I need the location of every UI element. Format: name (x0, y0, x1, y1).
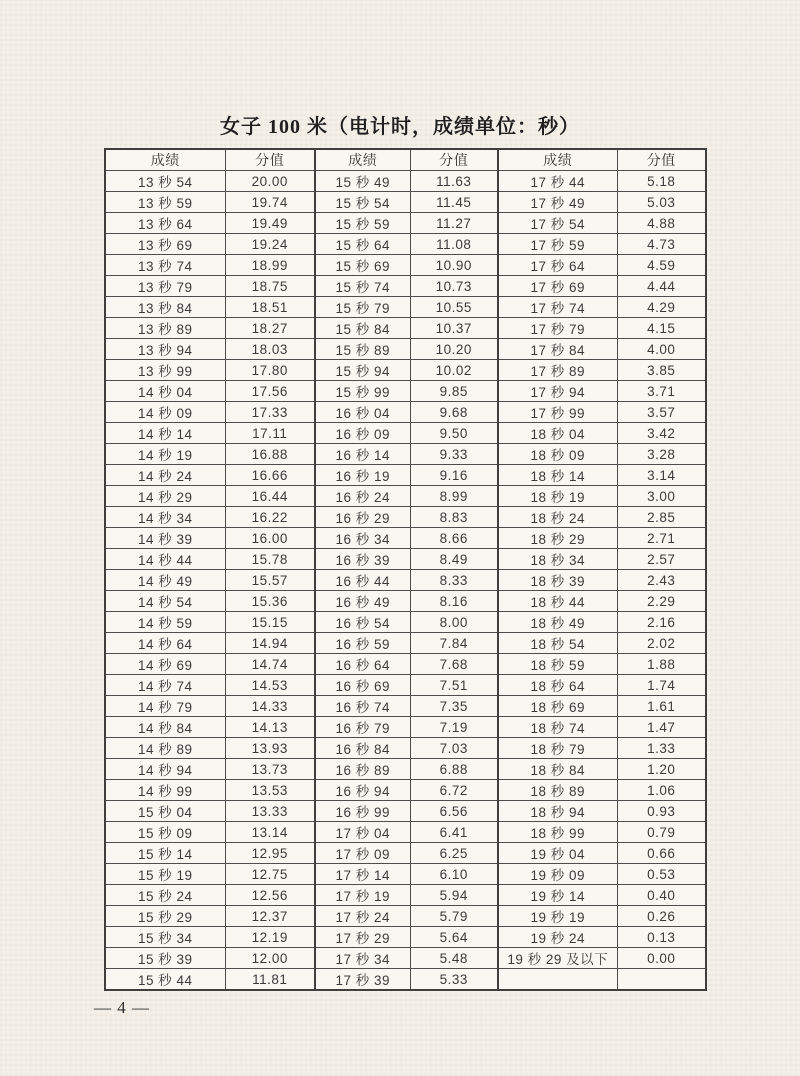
table-row (105, 801, 706, 822)
score-cell: 17 秒 04 (315, 822, 410, 843)
score-cell: 15 秒 79 (315, 297, 410, 318)
points-cell: 5.48 (410, 948, 498, 969)
score-cell: 19 秒 04 (498, 843, 617, 864)
points-cell (617, 969, 706, 991)
points-cell: 4.88 (617, 213, 706, 234)
score-cell: 19 秒 14 (498, 885, 617, 906)
points-cell: 4.59 (617, 255, 706, 276)
points-cell: 2.57 (617, 549, 706, 570)
table-row (105, 885, 706, 906)
points-cell: 17.80 (225, 360, 315, 381)
table-row (105, 444, 706, 465)
points-cell: 13.14 (225, 822, 315, 843)
score-cell: 19 秒 24 (498, 927, 617, 948)
points-cell: 4.44 (617, 276, 706, 297)
points-cell: 7.03 (410, 738, 498, 759)
score-cell: 18 秒 99 (498, 822, 617, 843)
points-cell: 12.37 (225, 906, 315, 927)
score-cell: 15 秒 89 (315, 339, 410, 360)
points-cell: 12.19 (225, 927, 315, 948)
score-cell: 13 秒 74 (105, 255, 225, 276)
points-cell: 0.40 (617, 885, 706, 906)
points-cell: 8.83 (410, 507, 498, 528)
score-cell: 15 秒 14 (105, 843, 225, 864)
score-cell: 17 秒 29 (315, 927, 410, 948)
points-cell: 7.68 (410, 654, 498, 675)
score-cell: 16 秒 24 (315, 486, 410, 507)
score-cell: 17 秒 24 (315, 906, 410, 927)
points-cell: 12.00 (225, 948, 315, 969)
score-cell: 13 秒 69 (105, 234, 225, 255)
score-cell: 15 秒 64 (315, 234, 410, 255)
score-cell: 15 秒 44 (105, 969, 225, 991)
points-cell: 9.33 (410, 444, 498, 465)
score-cell: 18 秒 94 (498, 801, 617, 822)
points-cell: 5.94 (410, 885, 498, 906)
points-cell: 9.85 (410, 381, 498, 402)
points-cell: 9.50 (410, 423, 498, 444)
table-row (105, 171, 706, 192)
score-cell: 14 秒 59 (105, 612, 225, 633)
points-cell: 16.88 (225, 444, 315, 465)
points-cell: 1.74 (617, 675, 706, 696)
table-row (105, 780, 706, 801)
table-row (105, 255, 706, 276)
table-row (105, 423, 706, 444)
points-cell: 18.99 (225, 255, 315, 276)
points-cell: 16.22 (225, 507, 315, 528)
points-cell: 3.14 (617, 465, 706, 486)
score-cell: 16 秒 94 (315, 780, 410, 801)
points-cell: 0.93 (617, 801, 706, 822)
score-cell: 18 秒 34 (498, 549, 617, 570)
points-cell: 13.93 (225, 738, 315, 759)
score-cell: 17 秒 34 (315, 948, 410, 969)
points-cell: 3.00 (617, 486, 706, 507)
points-cell: 0.13 (617, 927, 706, 948)
table-row (105, 465, 706, 486)
points-cell: 4.00 (617, 339, 706, 360)
score-cell: 16 秒 69 (315, 675, 410, 696)
points-cell: 10.73 (410, 276, 498, 297)
score-cell: 15 秒 19 (105, 864, 225, 885)
points-cell: 13.53 (225, 780, 315, 801)
table-row (105, 549, 706, 570)
points-cell: 6.41 (410, 822, 498, 843)
points-cell: 8.16 (410, 591, 498, 612)
points-cell: 1.20 (617, 759, 706, 780)
table-row (105, 192, 706, 213)
score-cell: 14 秒 74 (105, 675, 225, 696)
table-row (105, 864, 706, 885)
points-cell: 18.27 (225, 318, 315, 339)
points-cell: 18.75 (225, 276, 315, 297)
points-cell: 12.56 (225, 885, 315, 906)
score-cell: 15 秒 49 (315, 171, 410, 192)
score-cell: 15 秒 69 (315, 255, 410, 276)
score-cell: 18 秒 39 (498, 570, 617, 591)
points-cell: 7.84 (410, 633, 498, 654)
score-cell: 13 秒 59 (105, 192, 225, 213)
score-cell: 18 秒 49 (498, 612, 617, 633)
table-row (105, 675, 706, 696)
points-cell: 15.78 (225, 549, 315, 570)
table-row (105, 213, 706, 234)
score-cell: 15 秒 84 (315, 318, 410, 339)
points-cell: 2.85 (617, 507, 706, 528)
points-cell: 15.36 (225, 591, 315, 612)
column-header-score: 成绩 (315, 149, 410, 171)
score-cell: 17 秒 49 (498, 192, 617, 213)
points-cell: 11.45 (410, 192, 498, 213)
score-cell: 17 秒 44 (498, 171, 617, 192)
table-row (105, 297, 706, 318)
score-cell: 16 秒 74 (315, 696, 410, 717)
table-row (105, 654, 706, 675)
score-cell: 16 秒 99 (315, 801, 410, 822)
points-cell: 3.71 (617, 381, 706, 402)
points-cell: 10.55 (410, 297, 498, 318)
table-row (105, 591, 706, 612)
points-cell: 0.53 (617, 864, 706, 885)
points-cell: 16.66 (225, 465, 315, 486)
table-row (105, 234, 706, 255)
points-cell: 14.74 (225, 654, 315, 675)
table-row (105, 738, 706, 759)
score-cell: 18 秒 04 (498, 423, 617, 444)
score-cell: 14 秒 49 (105, 570, 225, 591)
points-cell: 2.02 (617, 633, 706, 654)
points-cell: 15.15 (225, 612, 315, 633)
score-cell: 17 秒 79 (498, 318, 617, 339)
points-cell: 8.99 (410, 486, 498, 507)
score-cell: 18 秒 29 (498, 528, 617, 549)
score-cell: 17 秒 64 (498, 255, 617, 276)
column-header-points: 分值 (410, 149, 498, 171)
score-cell: 14 秒 39 (105, 528, 225, 549)
points-cell: 7.51 (410, 675, 498, 696)
score-cell: 15 秒 24 (105, 885, 225, 906)
score-cell: 13 秒 89 (105, 318, 225, 339)
points-cell: 2.43 (617, 570, 706, 591)
points-cell: 18.03 (225, 339, 315, 360)
score-cell: 15 秒 34 (105, 927, 225, 948)
points-cell: 5.79 (410, 906, 498, 927)
score-cell: 14 秒 34 (105, 507, 225, 528)
score-cell: 13 秒 64 (105, 213, 225, 234)
score-cell: 16 秒 89 (315, 759, 410, 780)
points-cell: 10.37 (410, 318, 498, 339)
score-cell: 14 秒 84 (105, 717, 225, 738)
score-cell: 14 秒 24 (105, 465, 225, 486)
score-cell: 15 秒 54 (315, 192, 410, 213)
score-cell (498, 969, 617, 991)
score-cell: 14 秒 29 (105, 486, 225, 507)
table-row (105, 381, 706, 402)
table-row (105, 948, 706, 969)
points-cell: 3.57 (617, 402, 706, 423)
score-cell: 18 秒 89 (498, 780, 617, 801)
score-cell: 18 秒 19 (498, 486, 617, 507)
points-cell: 11.27 (410, 213, 498, 234)
table-row (105, 843, 706, 864)
score-cell: 18 秒 79 (498, 738, 617, 759)
score-cell: 16 秒 79 (315, 717, 410, 738)
points-cell: 8.49 (410, 549, 498, 570)
points-cell: 5.03 (617, 192, 706, 213)
score-cell: 18 秒 74 (498, 717, 617, 738)
score-cell: 15 秒 04 (105, 801, 225, 822)
score-cell: 16 秒 29 (315, 507, 410, 528)
points-cell: 19.24 (225, 234, 315, 255)
score-cell: 14 秒 54 (105, 591, 225, 612)
points-cell: 0.00 (617, 948, 706, 969)
score-cell: 16 秒 14 (315, 444, 410, 465)
points-cell: 6.10 (410, 864, 498, 885)
points-cell: 5.18 (617, 171, 706, 192)
points-cell: 15.57 (225, 570, 315, 591)
table-row (105, 276, 706, 297)
points-cell: 18.51 (225, 297, 315, 318)
column-header-score: 成绩 (105, 149, 225, 171)
points-cell: 1.88 (617, 654, 706, 675)
score-cell: 18 秒 84 (498, 759, 617, 780)
score-cell: 17 秒 39 (315, 969, 410, 991)
table-row (105, 969, 706, 991)
score-cell: 16 秒 44 (315, 570, 410, 591)
points-cell: 0.66 (617, 843, 706, 864)
score-cell: 18 秒 44 (498, 591, 617, 612)
points-cell: 11.08 (410, 234, 498, 255)
points-cell: 14.53 (225, 675, 315, 696)
table-row (105, 339, 706, 360)
score-cell: 17 秒 14 (315, 864, 410, 885)
table-row (105, 507, 706, 528)
score-cell: 14 秒 89 (105, 738, 225, 759)
score-cell: 16 秒 34 (315, 528, 410, 549)
points-cell: 3.28 (617, 444, 706, 465)
points-cell: 14.13 (225, 717, 315, 738)
points-cell: 2.29 (617, 591, 706, 612)
score-table-body (105, 171, 706, 991)
table-row (105, 927, 706, 948)
score-cell: 16 秒 39 (315, 549, 410, 570)
table-row (105, 633, 706, 654)
points-cell: 10.20 (410, 339, 498, 360)
points-cell: 11.63 (410, 171, 498, 192)
page-title: 女子 100 米（电计时，成绩单位：秒） (220, 116, 580, 138)
points-cell: 13.33 (225, 801, 315, 822)
table-row (105, 612, 706, 633)
table-row (105, 402, 706, 423)
score-cell: 14 秒 69 (105, 654, 225, 675)
score-cell: 18 秒 24 (498, 507, 617, 528)
score-cell: 16 秒 59 (315, 633, 410, 654)
points-cell: 8.00 (410, 612, 498, 633)
table-row (105, 360, 706, 381)
points-cell: 1.33 (617, 738, 706, 759)
points-cell: 3.42 (617, 423, 706, 444)
points-cell: 1.61 (617, 696, 706, 717)
score-cell: 15 秒 09 (105, 822, 225, 843)
column-header-score: 成绩 (498, 149, 617, 171)
score-cell: 15 秒 99 (315, 381, 410, 402)
points-cell: 14.94 (225, 633, 315, 654)
points-cell: 5.33 (410, 969, 498, 991)
table-row (105, 318, 706, 339)
points-cell: 16.44 (225, 486, 315, 507)
points-cell: 19.74 (225, 192, 315, 213)
points-cell: 0.79 (617, 822, 706, 843)
points-cell: 9.68 (410, 402, 498, 423)
score-cell: 15 秒 94 (315, 360, 410, 381)
points-cell: 7.35 (410, 696, 498, 717)
table-row (105, 759, 706, 780)
points-cell: 10.90 (410, 255, 498, 276)
score-cell: 14 秒 44 (105, 549, 225, 570)
points-cell: 12.75 (225, 864, 315, 885)
points-cell: 7.19 (410, 717, 498, 738)
score-cell: 15 秒 59 (315, 213, 410, 234)
points-cell: 13.73 (225, 759, 315, 780)
points-cell: 19.49 (225, 213, 315, 234)
score-cell: 18 秒 59 (498, 654, 617, 675)
score-cell: 13 秒 84 (105, 297, 225, 318)
score-cell: 14 秒 09 (105, 402, 225, 423)
score-cell: 17 秒 19 (315, 885, 410, 906)
score-cell: 14 秒 04 (105, 381, 225, 402)
score-cell: 19 秒 29 及以下 (498, 948, 617, 969)
points-cell: 16.00 (225, 528, 315, 549)
points-cell: 8.66 (410, 528, 498, 549)
table-row (105, 717, 706, 738)
points-cell: 5.64 (410, 927, 498, 948)
score-cell: 18 秒 09 (498, 444, 617, 465)
score-cell: 17 秒 94 (498, 381, 617, 402)
score-cell: 13 秒 94 (105, 339, 225, 360)
points-cell: 14.33 (225, 696, 315, 717)
score-cell: 14 秒 94 (105, 759, 225, 780)
points-cell: 6.25 (410, 843, 498, 864)
score-cell: 13 秒 54 (105, 171, 225, 192)
points-cell: 10.02 (410, 360, 498, 381)
table-row (105, 906, 706, 927)
score-cell: 18 秒 14 (498, 465, 617, 486)
points-cell: 4.29 (617, 297, 706, 318)
column-header-points: 分值 (225, 149, 315, 171)
points-cell: 1.47 (617, 717, 706, 738)
points-cell: 3.85 (617, 360, 706, 381)
points-cell: 6.56 (410, 801, 498, 822)
points-cell: 6.72 (410, 780, 498, 801)
score-cell: 17 秒 99 (498, 402, 617, 423)
score-cell: 14 秒 14 (105, 423, 225, 444)
score-cell: 17 秒 89 (498, 360, 617, 381)
score-cell: 18 秒 64 (498, 675, 617, 696)
points-cell: 2.71 (617, 528, 706, 549)
table-row (105, 486, 706, 507)
page-number: — 4 — (94, 998, 150, 1017)
points-cell: 9.16 (410, 465, 498, 486)
score-cell: 19 秒 19 (498, 906, 617, 927)
table-row (105, 822, 706, 843)
score-cell: 19 秒 09 (498, 864, 617, 885)
score-cell: 17 秒 09 (315, 843, 410, 864)
score-cell: 15 秒 74 (315, 276, 410, 297)
score-cell: 16 秒 19 (315, 465, 410, 486)
score-cell: 15 秒 29 (105, 906, 225, 927)
score-cell: 14 秒 19 (105, 444, 225, 465)
points-cell: 4.15 (617, 318, 706, 339)
score-cell: 16 秒 64 (315, 654, 410, 675)
points-cell: 2.16 (617, 612, 706, 633)
table-header-row (105, 149, 706, 171)
score-cell: 14 秒 99 (105, 780, 225, 801)
score-cell: 17 秒 69 (498, 276, 617, 297)
score-cell: 16 秒 49 (315, 591, 410, 612)
table-row (105, 570, 706, 591)
score-cell: 16 秒 54 (315, 612, 410, 633)
points-cell: 4.73 (617, 234, 706, 255)
score-cell: 17 秒 74 (498, 297, 617, 318)
table-row (105, 528, 706, 549)
score-cell: 16 秒 84 (315, 738, 410, 759)
column-header-points: 分值 (617, 149, 706, 171)
points-cell: 12.95 (225, 843, 315, 864)
score-cell: 17 秒 59 (498, 234, 617, 255)
score-cell: 16 秒 04 (315, 402, 410, 423)
points-cell: 1.06 (617, 780, 706, 801)
points-cell: 20.00 (225, 171, 315, 192)
points-cell: 8.33 (410, 570, 498, 591)
score-cell: 14 秒 64 (105, 633, 225, 654)
points-cell: 17.56 (225, 381, 315, 402)
score-cell: 17 秒 84 (498, 339, 617, 360)
points-cell: 0.26 (617, 906, 706, 927)
points-cell: 17.11 (225, 423, 315, 444)
score-cell: 17 秒 54 (498, 213, 617, 234)
points-cell: 6.88 (410, 759, 498, 780)
score-table (104, 148, 707, 991)
score-cell: 13 秒 99 (105, 360, 225, 381)
score-cell: 13 秒 79 (105, 276, 225, 297)
score-cell: 18 秒 54 (498, 633, 617, 654)
points-cell: 11.81 (225, 969, 315, 991)
score-cell: 14 秒 79 (105, 696, 225, 717)
score-cell: 18 秒 69 (498, 696, 617, 717)
points-cell: 17.33 (225, 402, 315, 423)
score-cell: 15 秒 39 (105, 948, 225, 969)
score-cell: 16 秒 09 (315, 423, 410, 444)
table-row (105, 696, 706, 717)
